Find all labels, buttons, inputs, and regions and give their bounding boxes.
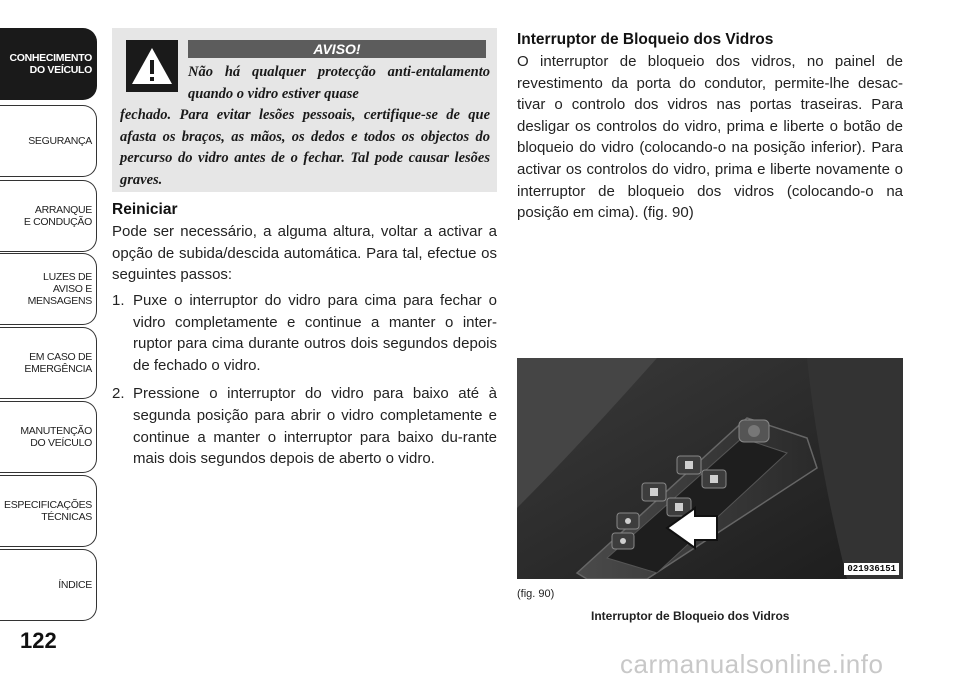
- warning-text-rest: fechado. Para evitar lesões pessoais, certifique-se de que afasta os braços, as mãos, os dedos e todos os objectos do percurso do vidro antes de o fechar. Tal pode causar lesões graves.: [120, 107, 490, 188]
- warning-text-first: Não há qualquer protecção anti-entalamento quando o vidro estiver quase: [188, 64, 490, 102]
- tab-especificacoes-tecnicas[interactable]: ESPECIFICAÇÕES TÉCNICAS: [0, 475, 97, 547]
- page-number: 122: [20, 628, 57, 653]
- tab-seguranca[interactable]: SEGURANÇA: [0, 105, 97, 177]
- list-item: [112, 290, 497, 376]
- warning-box: [112, 28, 497, 192]
- watermark: carmanualsonline.info: [620, 649, 884, 678]
- reset-steps: [112, 290, 497, 477]
- tab-conhecimento-do-veiculo[interactable]: CONHECIMENTO DO VEÍCULO: [0, 28, 97, 100]
- list-item: [112, 383, 497, 469]
- window-switch-photo: [517, 358, 903, 579]
- figure-caption: Interruptor de Bloqueio dos Vidros: [591, 609, 790, 623]
- lock-switch-text: O interruptor de bloqueio dos vidros, no painel de revestimento da porta do condutor, permite-lhe desac-tivar o controlo dos vidros nas portas traseiras. Para desligar os controlos do vidro, prima e liberte o botão de bloqueio do vidro (colocando-o na posição inferior). Para activar os controlos do vidro, prima e liberte novamente o interruptor de bloqueio dos vidros (colocando-o na posição em cima). (fig. 90): [517, 53, 903, 222]
- reset-intro: Pode ser necessário, a alguma altura, voltar a activar a opção de subida/descida automática. Para tal, efectue os seguintes passos:: [112, 223, 497, 284]
- figure-label: (fig. 90): [517, 588, 555, 600]
- step-text: Puxe o interruptor do vidro para cima para fechar o vidro completamente e continue a manter o inter-ruptor para cima durante outros dois segundos depois de fechado o vidro.: [133, 292, 497, 374]
- tab-luzes-de-aviso[interactable]: LUZES DE AVISO E MENSAGENS: [0, 253, 97, 325]
- window-switch-panel-illustration: [517, 358, 903, 579]
- step-number: 2.: [112, 385, 125, 403]
- tab-manutencao-do-veiculo[interactable]: MANUTENÇÃO DO VEÍCULO: [0, 401, 97, 473]
- tab-arranque-e-conducao[interactable]: ARRANQUE E CONDUÇÃO: [0, 180, 97, 252]
- figure-code: 021936151: [844, 563, 899, 575]
- tab-em-caso-de-emergencia[interactable]: EM CASO DE EMERGÊNCIA: [0, 327, 97, 399]
- reset-title: Reiniciar: [112, 201, 178, 218]
- step-number: 1.: [112, 292, 125, 309]
- step-text: Pressione o interruptor do vidro para baixo até à segunda posição para abrir o vidro completamente e continue a manter o interruptor para baixo du-rante mais dois segundos depois de aberto o vidro.: [133, 385, 497, 468]
- warning-text: [120, 62, 490, 192]
- tab-indice[interactable]: ÍNDICE: [0, 549, 97, 621]
- warning-title: AVISO!: [188, 40, 486, 58]
- lock-switch-title: Interruptor de Bloqueio dos Vidros: [517, 31, 774, 48]
